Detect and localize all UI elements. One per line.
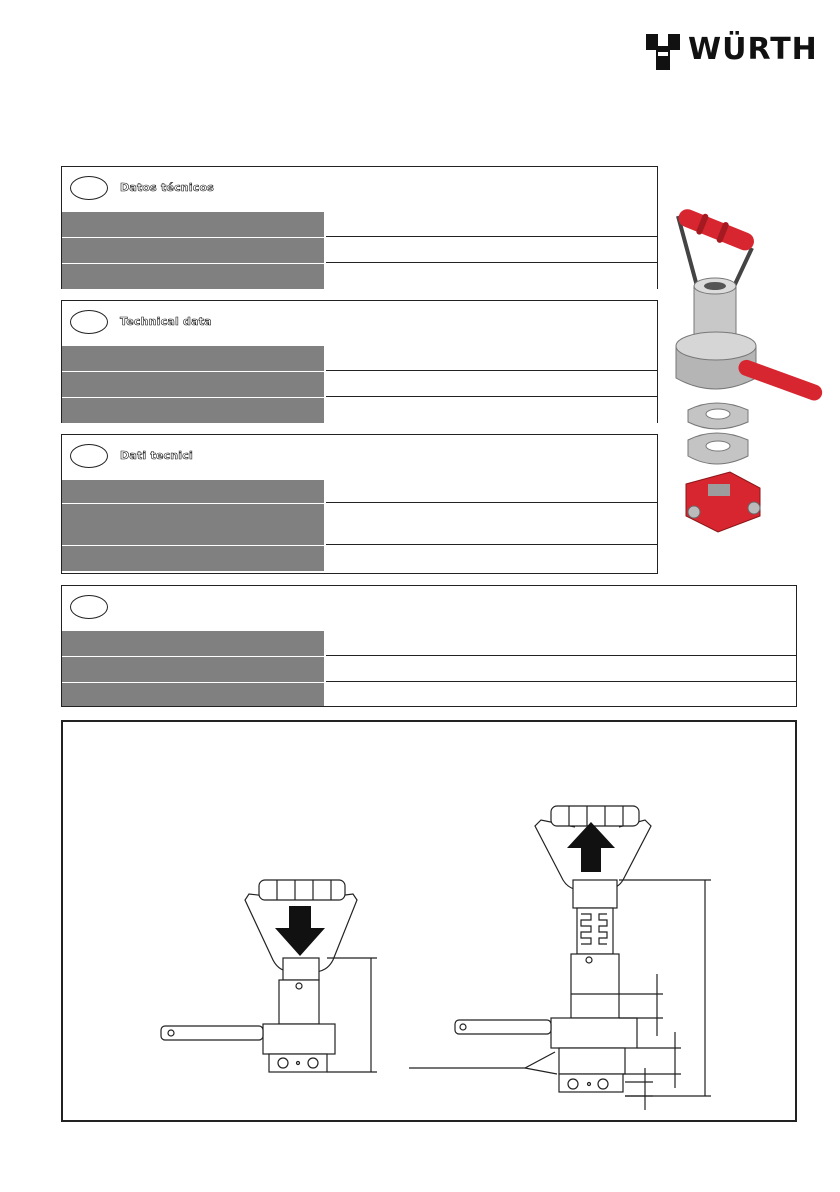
section-header xyxy=(62,301,657,345)
table-row xyxy=(62,503,657,545)
section-title: Technical data xyxy=(120,315,212,328)
section-header xyxy=(62,167,657,211)
wuerth-mark-icon xyxy=(644,30,682,74)
product-photo-icon xyxy=(664,200,829,540)
installation-drawing xyxy=(63,722,795,1120)
section-header xyxy=(62,435,657,479)
language-flag-icon xyxy=(70,444,108,468)
datos-tecnicos-table xyxy=(61,166,658,289)
table-row xyxy=(62,545,657,571)
language-flag-icon xyxy=(70,176,108,200)
table-row xyxy=(62,345,657,371)
table-row xyxy=(62,682,796,706)
table-row xyxy=(62,479,657,503)
language-flag-icon xyxy=(70,310,108,334)
dati-tecnici-table xyxy=(61,434,658,574)
table-row xyxy=(62,211,657,237)
table-row xyxy=(62,263,657,289)
table-row xyxy=(62,371,657,397)
table-row xyxy=(62,397,657,423)
section-header xyxy=(62,586,796,630)
brand-name: WÜRTH xyxy=(688,32,818,67)
fourth-language-table xyxy=(61,585,797,707)
technical-data-table xyxy=(61,300,658,423)
table-row xyxy=(62,237,657,263)
language-flag-icon xyxy=(70,595,108,619)
up-arrow-icon xyxy=(567,822,615,872)
technical-drawing-frame xyxy=(61,720,797,1122)
table-row xyxy=(62,656,796,682)
section-title: Datos técnicos xyxy=(120,181,215,194)
brand-logo xyxy=(644,30,816,74)
section-title: Dati tecnici xyxy=(120,449,193,462)
down-arrow-icon xyxy=(275,906,325,956)
table-row xyxy=(62,630,796,656)
